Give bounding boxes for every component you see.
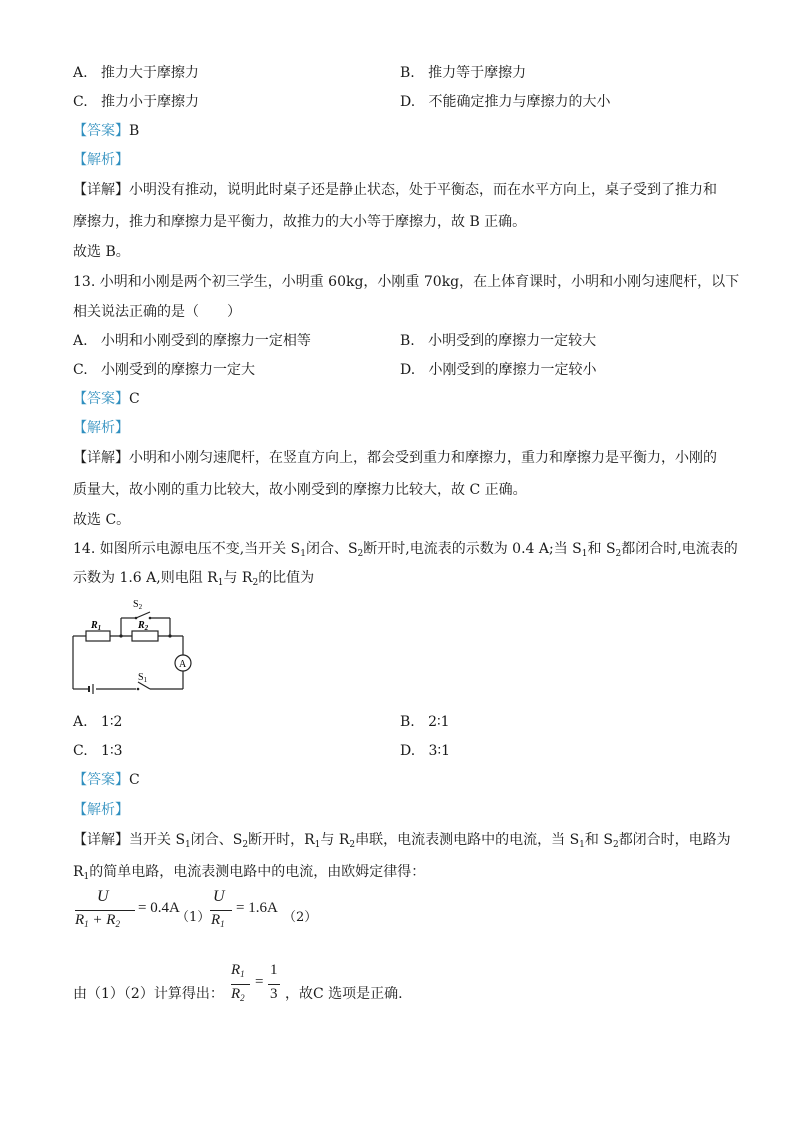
q12-answer: 【答案】B bbox=[73, 123, 140, 139]
q13-conclusion: 故选 C。 bbox=[73, 512, 131, 528]
switch-s2-symbol bbox=[136, 612, 150, 618]
label-r2: $R_2$ bbox=[138, 620, 149, 632]
q13-option-d: D. 小刚受到的摩擦力一定较小 bbox=[400, 362, 597, 378]
label-s2: $S_2$ bbox=[133, 599, 143, 611]
q13-analysis-label: 【解析】 bbox=[73, 420, 129, 436]
q12-option-d: D. 不能确定推力与摩擦力的大小 bbox=[400, 94, 611, 110]
resistor-r2-symbol bbox=[132, 631, 158, 641]
q14-final-prefix: 由（1）（2）计算得出： bbox=[73, 986, 224, 1002]
q13-detail-line1: 【详解】小明和小刚匀速爬杆，在竖直方向上，都会受到重力和摩擦力，重力和摩擦力是平衡力，小刚的 bbox=[73, 450, 717, 466]
q14-option-d: D. 3∶1 bbox=[400, 743, 451, 759]
q14-analysis-label: 【解析】 bbox=[73, 802, 129, 818]
q12-analysis-label: 【解析】 bbox=[73, 152, 129, 168]
q14-stem-line2: 示数为 1.6 A,则电阻 $R_1$与 $R_2$的比值为 bbox=[73, 570, 315, 588]
ratio-fraction: $R_1$ $R_2$ = 1 3 bbox=[230, 962, 290, 1012]
resistor-r1-symbol bbox=[86, 631, 110, 641]
q14-final-suffix: ，故C 选项是正确. bbox=[285, 986, 403, 1002]
equation-1: U $R_1 + R_2$ = 0.4A （1） bbox=[75, 888, 211, 929]
equation-2: U $R_1$ = 1.6A （2） bbox=[211, 888, 318, 929]
q12-option-a: A. 推力大于摩擦力 bbox=[73, 65, 199, 81]
q14-answer: 【答案】C bbox=[73, 772, 140, 788]
q13-option-c: C. 小刚受到的摩擦力一定大 bbox=[73, 362, 256, 378]
q14-option-b: B. 2∶1 bbox=[400, 714, 450, 730]
circuit-diagram bbox=[68, 596, 198, 696]
q13-option-a: A. 小明和小刚受到的摩擦力一定相等 bbox=[73, 333, 311, 349]
label-s1: $S_1$ bbox=[138, 672, 148, 684]
q12-detail-line2: 摩擦力，推力和摩擦力是平衡力，故推力的大小等于摩擦力，故 B 正确。 bbox=[73, 214, 527, 230]
q14-option-a: A. 1∶2 bbox=[73, 714, 123, 730]
q13-detail-line2: 质量大，故小刚的重力比较大，故小刚受到的摩擦力比较大，故 C 正确。 bbox=[73, 482, 527, 498]
q13-option-b: B. 小明受到的摩擦力一定较大 bbox=[400, 333, 597, 349]
label-ammeter: A bbox=[179, 659, 187, 670]
label-r1: $R_1$ bbox=[91, 620, 102, 632]
q12-conclusion: 故选 B。 bbox=[73, 244, 130, 260]
q13-stem-line1: 13. 小明和小刚是两个初三学生，小明重 60kg，小刚重 70kg，在上体育课时，小明和小刚匀速爬杆，以下 bbox=[73, 274, 740, 290]
q14-detail-line2: $R_1$的简单电路，电流表测电路中的电流，由欧姆定律得： bbox=[73, 864, 426, 882]
q12-option-b: B. 推力等于摩擦力 bbox=[400, 65, 527, 81]
q14-stem-line1: 14. 如图所示电源电压不变,当开关 $S_1$闭合、$S_2$断开时,电流表的示数为 0.4 A;当 $S_1$和 $S_2$都闭合时,电流表的 bbox=[73, 541, 738, 559]
q14-option-c: C. 1∶3 bbox=[73, 743, 123, 759]
q13-stem-line2: 相关说法正确的是（ ） bbox=[73, 304, 241, 320]
q12-detail-line1: 【详解】小明没有推动，说明此时桌子还是静止状态，处于平衡态，而在水平方向上，桌子受到了推力和 bbox=[73, 182, 717, 198]
q13-answer: 【答案】C bbox=[73, 391, 140, 407]
q14-detail-line1: 【详解】当开关 $S_1$闭合、$S_2$断开时，$R_1$与 $R_2$串联，电流表测电路中的电流，当 $S_1$和 $S_2$都闭合时，电路为 bbox=[73, 832, 731, 850]
q12-option-c: C. 推力小于摩擦力 bbox=[73, 94, 200, 110]
